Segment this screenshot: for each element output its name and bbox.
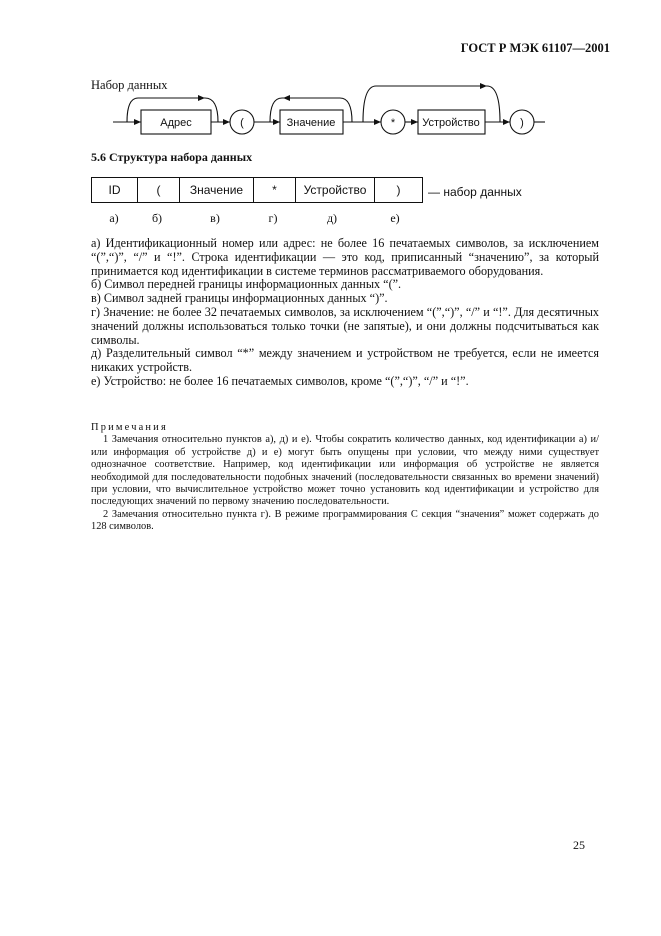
arrow-icon: [283, 95, 290, 101]
arrow-icon: [480, 83, 487, 89]
arrow-icon: [134, 119, 141, 125]
circle-open-paren-label: (: [240, 117, 244, 129]
structure-cell: ): [375, 178, 423, 203]
document-header: ГОСТ Р МЭК 61107—2001: [460, 41, 610, 55]
paragraph-d: г) Значение: не более 32 печатаемых символов, за исключением “(”,“)”, “/” и “!”. Для десятичных значений должны использоваться только точки (не запятые), и они должны подсчитываться как символы.: [91, 304, 599, 347]
arrow-icon: [374, 119, 381, 125]
arrow-icon: [223, 119, 230, 125]
syntax-diagram-caption: Набор данных: [91, 78, 168, 92]
box-value-label: Значение: [286, 117, 336, 129]
circle-asterisk-label: *: [390, 117, 396, 129]
box-unit-label: Устройство: [422, 117, 480, 129]
arrow-icon: [273, 119, 280, 125]
structure-letter: д): [326, 211, 338, 225]
box-address-label: Адрес: [160, 117, 192, 129]
paragraph-b: б) Символ передней границы информационных данных “(”.: [91, 277, 402, 292]
structure-letter: е): [390, 211, 400, 225]
arrow-icon: [411, 119, 418, 125]
paragraph-f: е) Устройство: не более 16 печатаемых символов, кроме “(”,“)”, “/” и “!”.: [91, 373, 469, 388]
circle-close-paren-label: ): [520, 117, 524, 129]
notes-section: [91, 422, 599, 534]
body-text: [91, 237, 599, 389]
page-number: 25: [573, 838, 585, 852]
structure-cell: (: [138, 178, 180, 203]
arrow-icon: [198, 95, 205, 101]
structure-cell: Значение: [180, 178, 254, 203]
section-title: 5.6 Структура набора данных: [91, 150, 253, 164]
paragraph-e: д) Разделительный символ “*” между значением и устройством не требуется, если не имеется никаких устройств.: [91, 346, 599, 375]
paragraph-c: в) Символ задней границы информационных данных “)”.: [91, 291, 388, 306]
structure-cell: Устройство: [296, 178, 375, 203]
structure-cell: *: [254, 178, 296, 203]
syntax-diagram: [0, 0, 661, 150]
structure-letter: г): [268, 211, 278, 225]
data-set-structure-table: [91, 177, 423, 203]
structure-letter: в): [210, 211, 220, 225]
note-item: 1 Замечания относительно пунктов а), д) и е). Чтобы сократить количество данных, код идентификации а) и/или информация об устройстве д) и е) могут быть опущены при условии, что между ними существует однозначное соответствие. Например, код идентификации или информация об устройстве не является необходимой для последовательности подобных значений (последовательности связанных во времени значений) при условии, что вычислительное устройство может точно установить код идентификации и устройство для последующих значений по первому значению последовательности.: [91, 434, 599, 508]
notes-heading: Примечания: [91, 422, 168, 433]
arrow-icon: [503, 119, 510, 125]
note-item: 2 Замечания относительно пункта г). В режиме программирования С секция “значения” может содержать до 128 символов.: [91, 508, 599, 533]
structure-suffix: — набор данных: [428, 185, 522, 199]
structure-letter: а): [109, 211, 119, 225]
paragraph-a: а) Идентификационный номер или адрес: не более 16 печатаемых символов, за исключением “(”,“)”, “/” и “!”. Строка идентификации — это код, приписанный “значению”, за который принимается код идентификации в системе терминов рассматриваемого оборудования.: [91, 236, 599, 278]
structure-letter: б): [151, 211, 163, 225]
structure-cell: ID: [92, 178, 138, 203]
